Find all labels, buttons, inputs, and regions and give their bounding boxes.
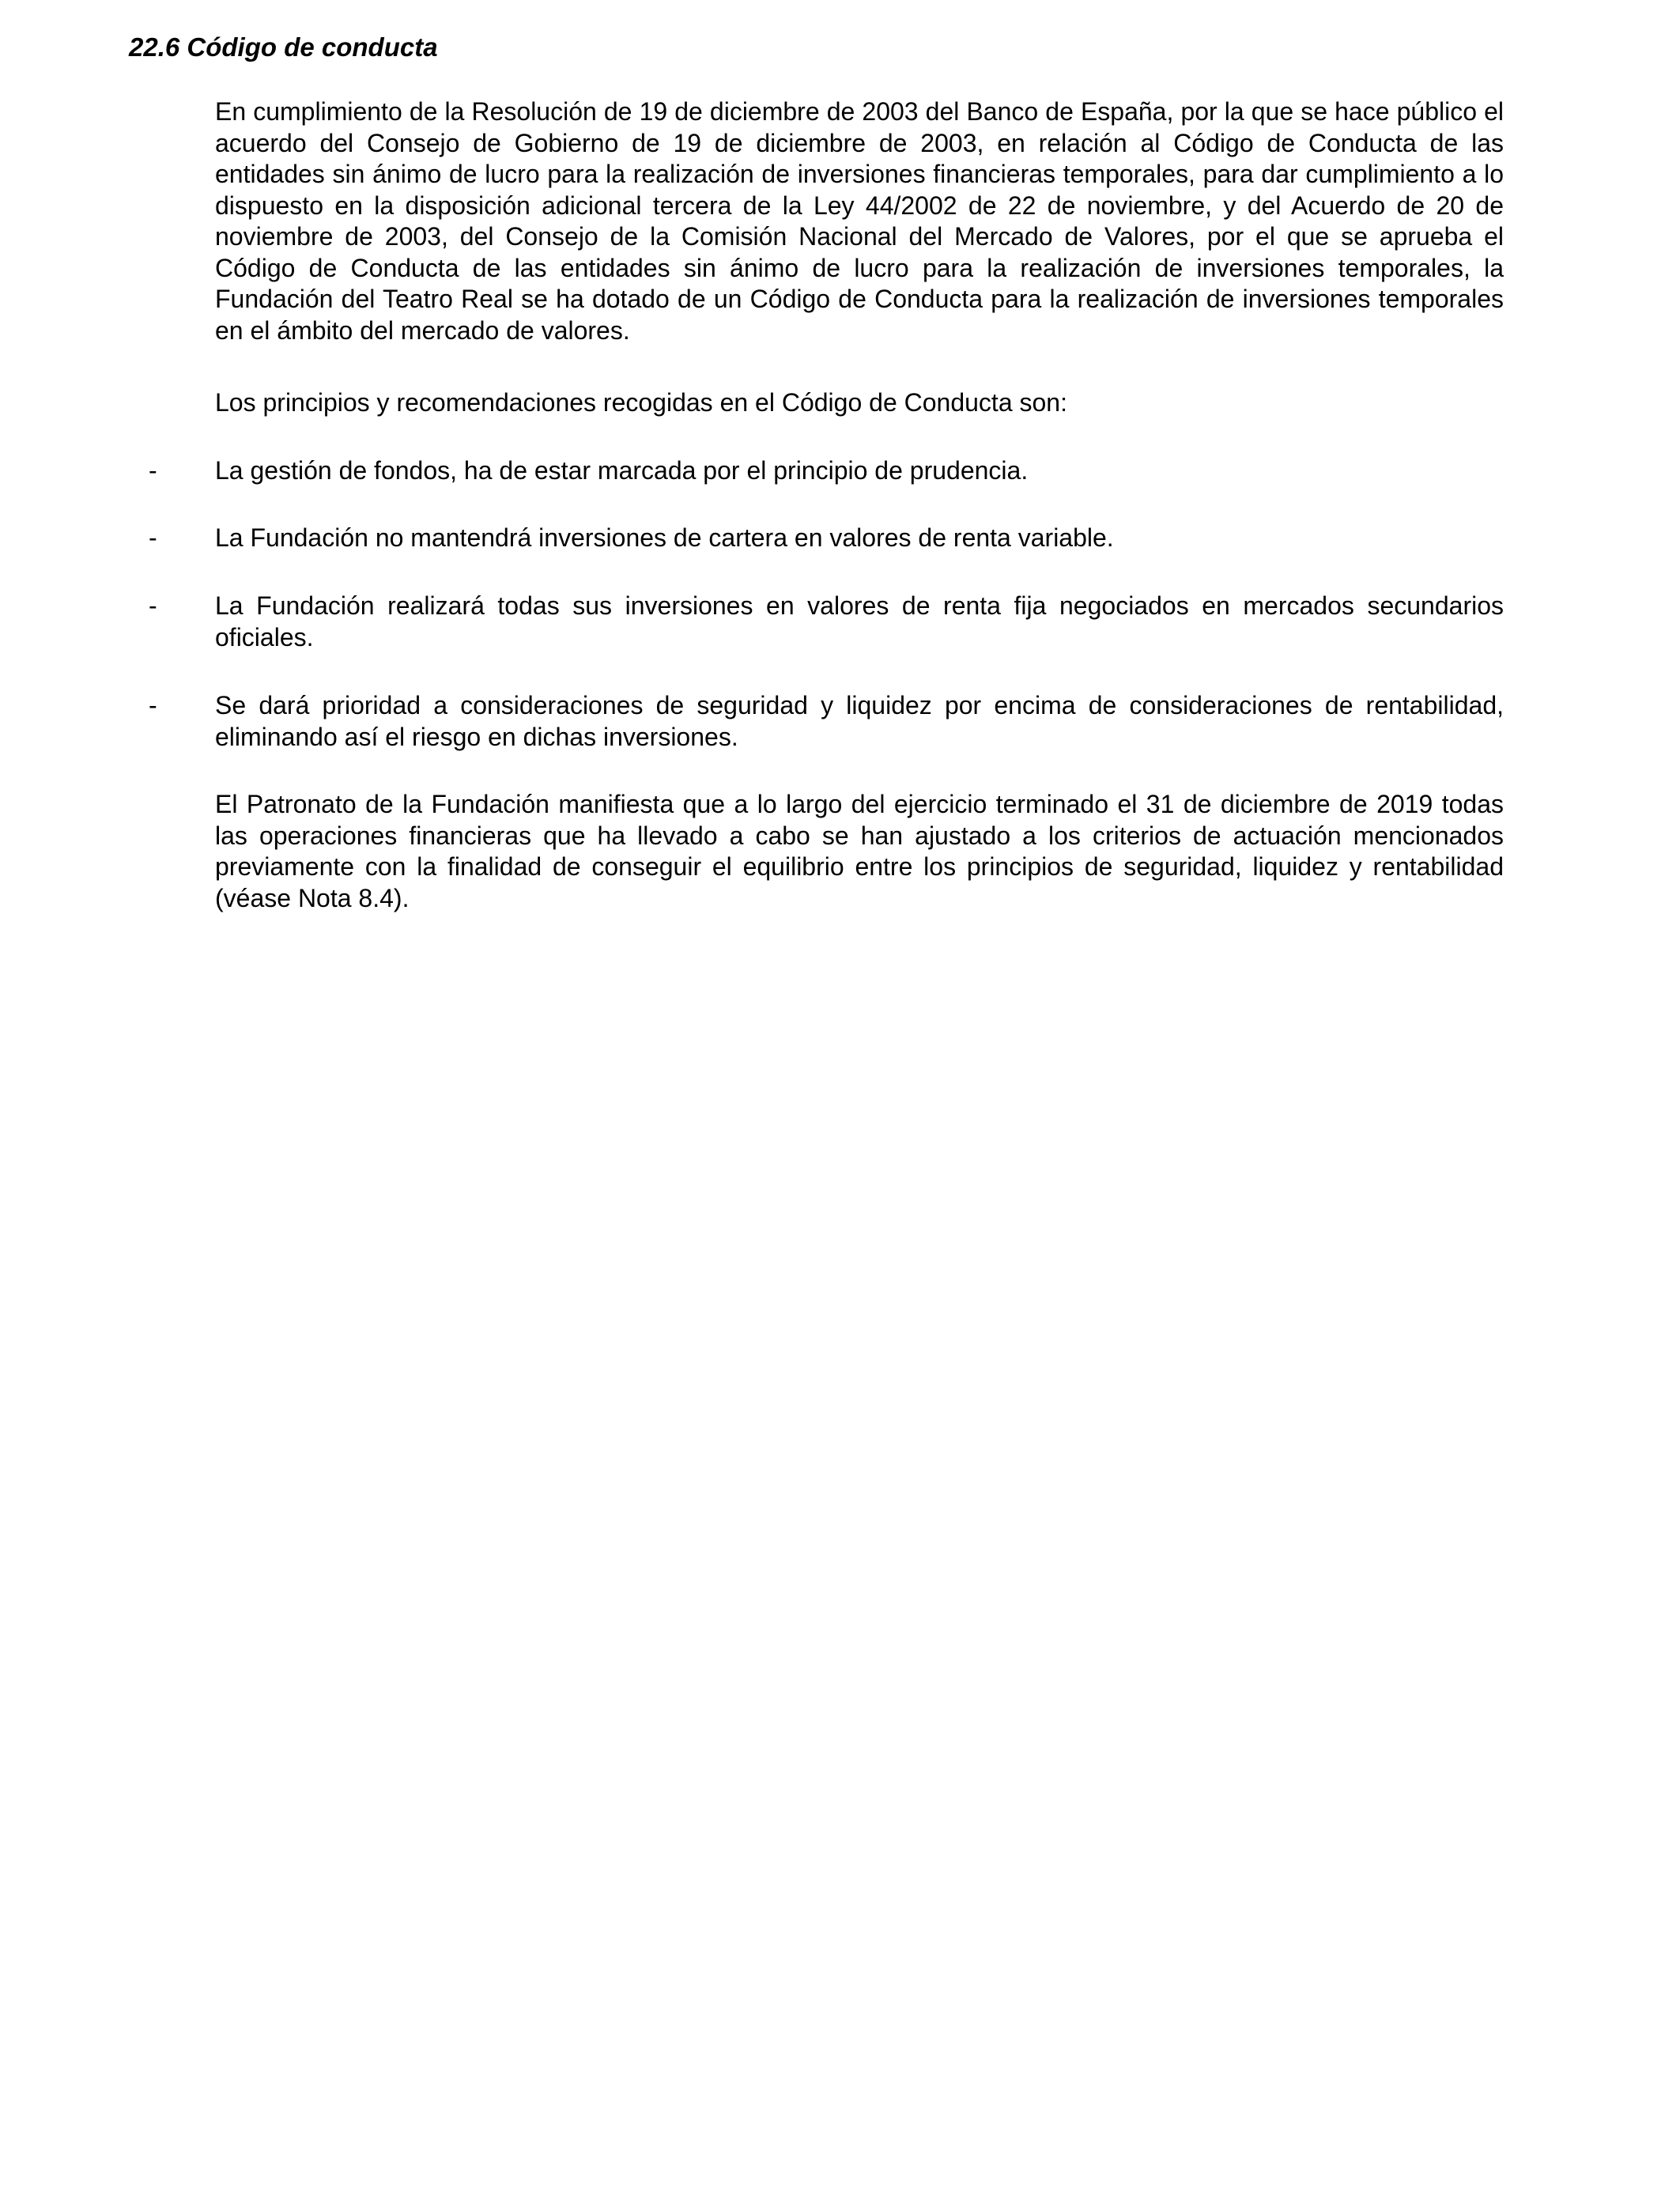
- bullet-marker: -: [149, 523, 157, 552]
- principle-item: La gestión de fondos, ha de estar marcada por el principio de prudencia.: [215, 456, 1029, 485]
- principle-item: Se dará prioridad a consideraciones de seguridad y liquidez por encima de consideraciones de rentabilidad, eliminando así el riesgo en dichas inversiones.: [215, 691, 1504, 751]
- principle-item: La Fundación realizará todas sus inversiones en valores de renta fija negociados en mercados secundarios oficiales.: [215, 591, 1504, 651]
- bullet-marker: -: [149, 691, 157, 719]
- intro-paragraph: En cumplimiento de la Resolución de 19 de diciembre de 2003 del Banco de España, por la que se hace público el acuerdo del Consejo de Gobierno de 19 de diciembre de 2003, en relación al Código de Conducta de las entidades sin ánimo de lucro para la realización de inversiones financieras temporales, para dar cumplimiento a lo dispuesto en la disposición adicional tercera de la Ley 44/2002 de 22 de noviembre, y del Acuerdo de 20 de noviembre de 2003, del Consejo de la Comisión Nacional del Mercado de Valores, por el que se aprueba el Código de Conducta de las entidades sin ánimo de lucro para la realización de inversiones temporales, la Fundación del Teatro Real se ha dotado de un Código de Conducta para la realización de inversiones temporales en el ámbito del mercado de valores.: [215, 97, 1504, 345]
- bullet-marker: -: [149, 456, 157, 485]
- principle-item: La Fundación no mantendrá inversiones de cartera en valores de renta variable.: [215, 523, 1114, 552]
- section-heading: 22.6 Código de conducta: [129, 32, 438, 62]
- closing-paragraph: El Patronato de la Fundación manifiesta que a lo largo del ejercicio terminado el 31 de diciembre de 2019 todas las operaciones financieras que ha llevado a cabo se han ajustado a los criterios de actuación mencionados previamente con la finalidad de conseguir el equilibrio entre los principios de seguridad, liquidez y rentabilidad (véase Nota 8.4).: [215, 790, 1504, 912]
- bullet-marker: -: [149, 591, 157, 620]
- principles-intro: Los principios y recomendaciones recogidas en el Código de Conducta son:: [215, 388, 1067, 417]
